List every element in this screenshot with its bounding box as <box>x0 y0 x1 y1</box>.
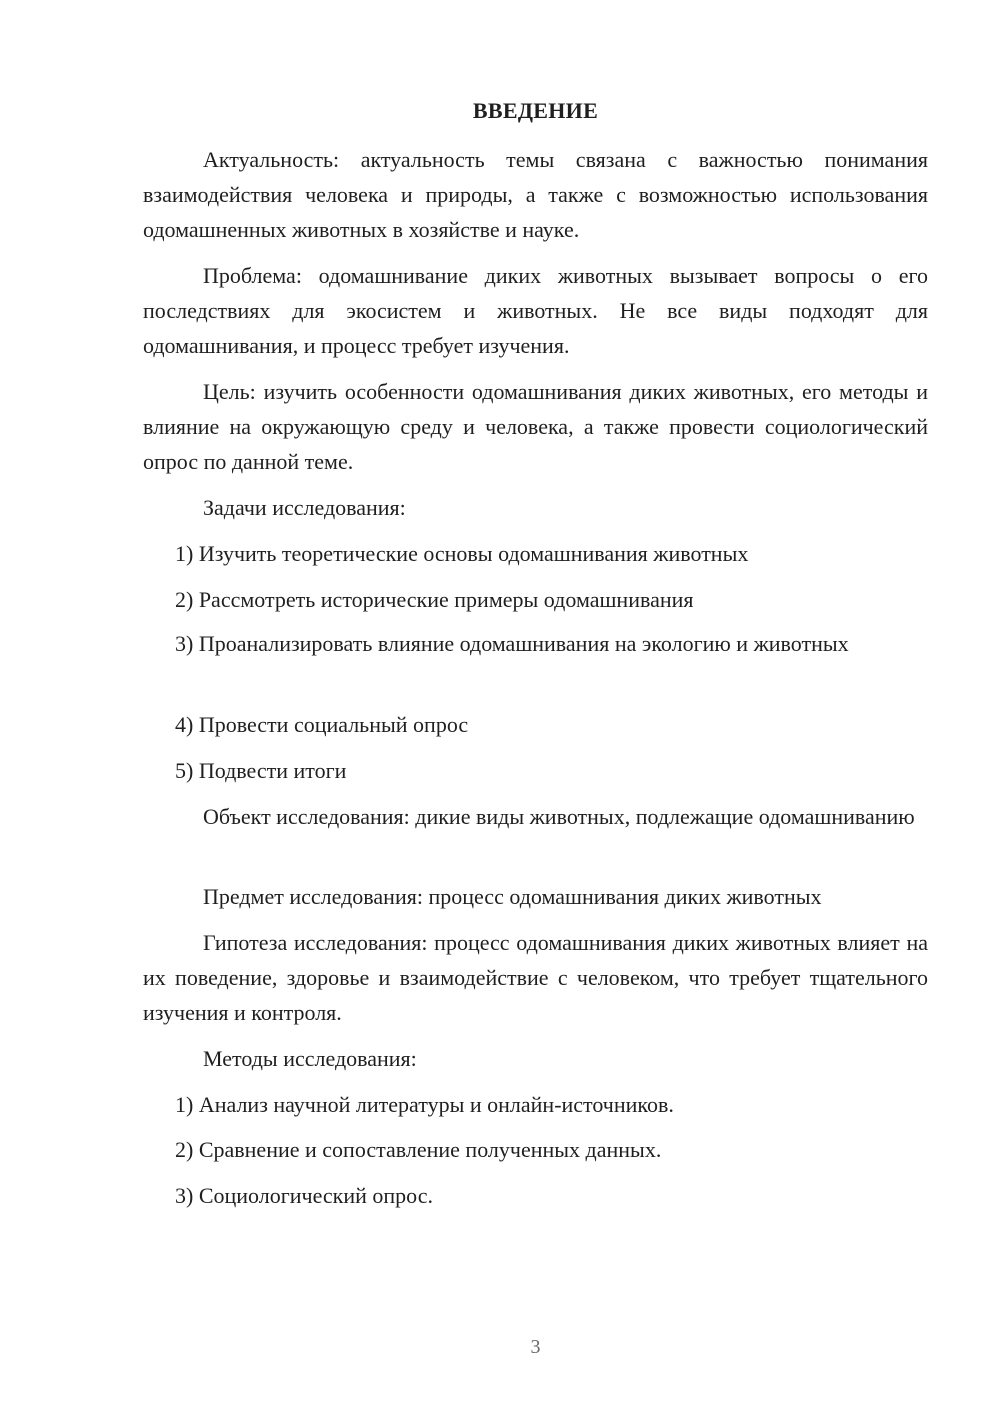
page-number: 3 <box>530 1336 541 1358</box>
document-page <box>143 0 928 1414</box>
task-item: 5) Подвести итоги <box>175 758 347 783</box>
tasks-title: Задачи исследования: <box>203 495 406 520</box>
method-item: 3) Социологический опрос. <box>175 1183 433 1208</box>
method-item: 1) Анализ научной литературы и онлайн-источников. <box>175 1092 674 1117</box>
task-item: 1) Изучить теоретические основы одомашнивания животных <box>175 541 749 566</box>
relevance-paragraph: Актуальность: актуальность темы связана с важностью понимания взаимодействия человека и природы, а также с возможностью использования одомашненных животных в хозяйстве и науке. <box>143 147 928 242</box>
goal-paragraph: Цель: изучить особенности одомашнивания диких животных, его методы и влияние на окружающую среду и человека, а также провести социологический опрос по данной теме. <box>143 379 928 474</box>
section-heading: ВВЕДЕНИЕ <box>472 98 599 123</box>
subject-paragraph: Предмет исследования: процесс одомашнивания диких животных <box>203 884 822 909</box>
task-item: 3) Проанализировать влияние одомашнивания на экологию и животных <box>175 631 849 656</box>
task-item: 2) Рассмотреть исторические примеры одомашнивания <box>175 587 694 612</box>
problem-paragraph: Проблема: одомашнивание диких животных вызывает вопросы о его последствиях для экосистем и животных. Не все виды подходят для одомашнивания, и процесс требует изучения. <box>143 263 928 358</box>
hypothesis-paragraph: Гипотеза исследования: процесс одомашнивания диких животных влияет на их поведение, здоровье и взаимодействие с человеком, что требует тщательного изучения и контроля. <box>143 930 928 1025</box>
methods-title: Методы исследования: <box>203 1046 417 1071</box>
method-item: 2) Сравнение и сопоставление полученных данных. <box>175 1137 662 1162</box>
object-paragraph: Объект исследования: дикие виды животных, подлежащие одомашниванию <box>203 804 915 829</box>
task-item: 4) Провести социальный опрос <box>175 712 469 737</box>
